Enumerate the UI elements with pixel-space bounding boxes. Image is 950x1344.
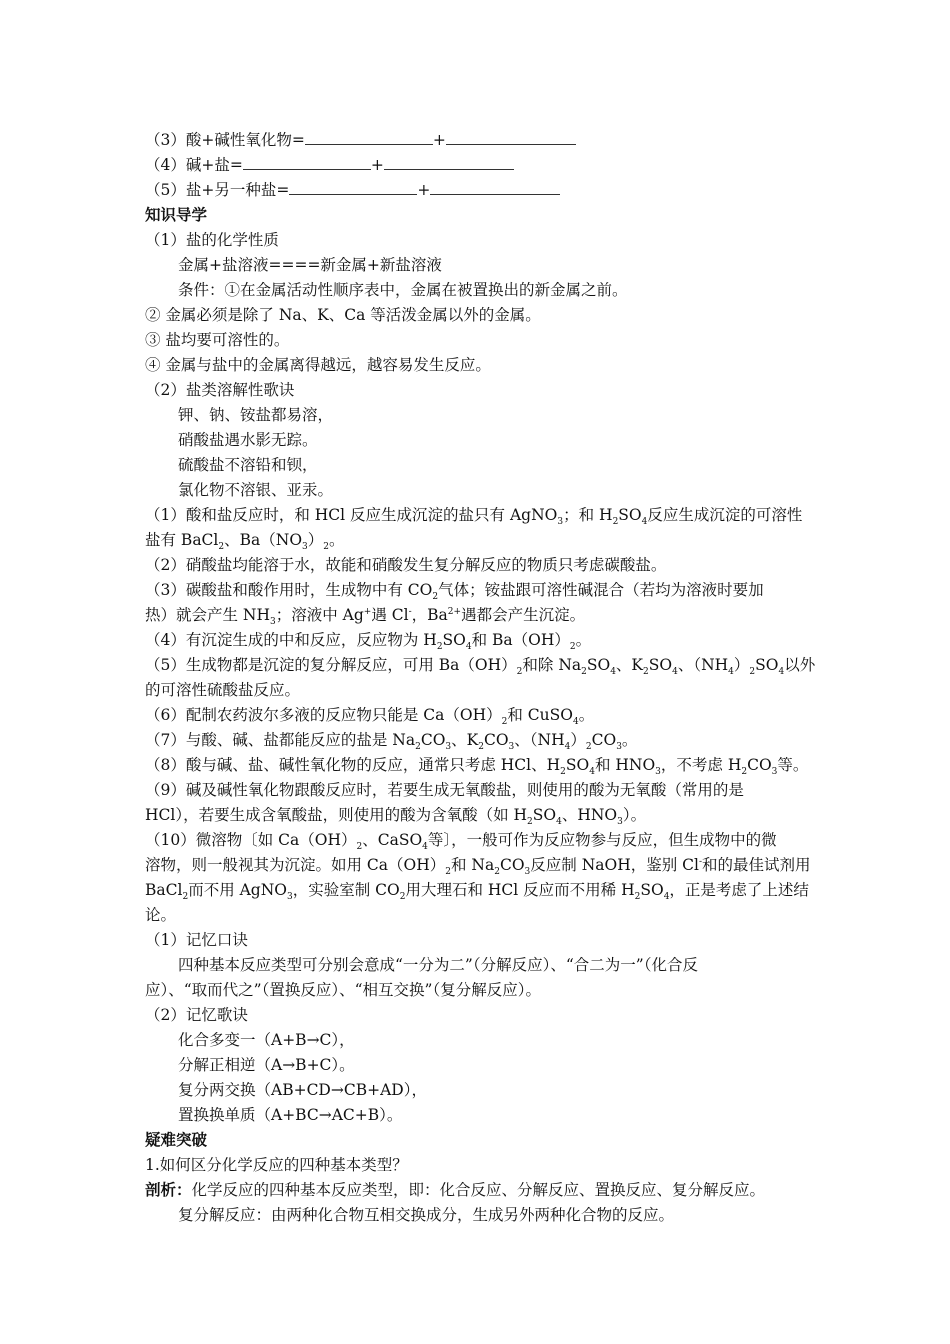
answer-blank[interactable] <box>243 155 371 170</box>
note-3-cont: 热）就会产生 $NH_3$；溶液中 Ag+遇 Cl-，$Ba^{2+}$遇都会产生沉淀。 <box>145 606 586 628</box>
memory-heading-2: （2）记忆歌诀 <box>145 1006 248 1024</box>
memory-text-cont: 应）、“取而代之”（置换反应）、“相互交换”（复分解反应）。 <box>145 981 541 999</box>
section-title-difficulties: 疑难突破 <box>145 1131 208 1149</box>
analysis-text: 化学反应的四种基本反应类型，即：化合反应、分解反应、置换反应、复分解反应。 <box>191 1181 766 1199</box>
condition-3: ③ 盐均要可溶性的。 <box>145 331 290 349</box>
answer-blank[interactable] <box>446 130 576 145</box>
solubility-song-heading: （2）盐类溶解性歌诀 <box>145 381 295 399</box>
answer-blank[interactable] <box>430 180 560 195</box>
answer-blank[interactable] <box>384 155 514 170</box>
note-10: （10）微溶物〔如 $Ca(OH)_2$、CaSO$_4$等〕，一般可作为反应物参与反应，但生成物中的微 <box>145 831 777 853</box>
note-10-end: 论。 <box>145 906 177 924</box>
condition-2: ② 金属必须是除了 Na、K、Ca 等活泼金属以外的金属。 <box>145 306 541 324</box>
song-line: 硝酸盐遇水影无踪。 <box>178 431 318 449</box>
note-9-cont: HCl），若要生成含氧酸盐，则使用的酸为含氧酸（如 $H_2SO_4$、$HNO_3$）。 <box>145 806 647 828</box>
memory-song-line: 分解正相逆（A→B+C）。 <box>178 1056 355 1074</box>
analysis <box>145 1180 815 1202</box>
note-10-cont2: BaCl$_2$而不用 AgNO$_3$，实验室制 $CO_2$用大理石和 HCl 反应而不用稀 $H_2SO_4$，正是考虑了上述结 <box>145 881 809 903</box>
song-line: 钾、钠、铵盐都易溶， <box>178 406 334 424</box>
note-10-cont: 溶物，则一般视其为沉淀。如用 $Ca(OH)_2$和 $Na_2CO_3$反应制 NaOH，鉴别 Cl-和的最佳试剂用 <box>145 856 811 878</box>
analysis-last-line: 复分解反应：由两种化合物互相交换成分，生成另外两种化合物的反应。 <box>178 1206 675 1224</box>
note-6: （6）配制农药波尔多液的反应物只能是 $Ca(OH)_2$和 CuSO$_4$。 <box>145 706 595 728</box>
note-8: （8）酸与碱、盐、碱性氧化物的反应，通常只考虑 HCl、$H_2SO_4$和 $HNO_3$，不考虑 $H_2CO_3$等。 <box>145 756 809 778</box>
memory-heading-1: （1）记忆口诀 <box>145 931 248 949</box>
formula-4: （4）碱+盐= + <box>145 155 815 177</box>
formula-3: （3）酸+碱性氧化物= + <box>145 130 815 152</box>
memory-text: 四种基本反应类型可分别会意成“一分为二”（分解反应）、“合二为一”（化合反 <box>178 956 698 974</box>
question-1: 1.如何区分化学反应的四种基本类型？ <box>145 1156 408 1174</box>
note-5: （5）生成物都是沉淀的复分解反应，可用 $Ba(OH)_2$和除 $Na_2SO_4$、$K_2SO_4$、$(NH_4)_2SO_4$以外 <box>145 656 816 678</box>
note-2: （2）硝酸盐均能溶于水，故能和硝酸发生复分解反应的物质只考虑碳酸盐。 <box>145 556 667 574</box>
note-1-cont: 盐有 BaCl$_2$、$Ba(NO_3)_2$。 <box>145 531 345 553</box>
memory-song-line: 置换换单质（A+BC→AC+B）。 <box>178 1106 403 1124</box>
metal-salt-equation: 金属+盐溶液====新金属+新盐溶液 <box>178 256 442 274</box>
salt-properties-heading: （1）盐的化学性质 <box>145 231 279 249</box>
note-5-cont: 的可溶性硫酸盐反应。 <box>145 681 301 699</box>
memory-song-line: 复分两交换（AB+CD→CB+AD）， <box>178 1081 427 1099</box>
note-9: （9）碱及碱性氧化物跟酸反应时，若要生成无氧酸盐，则使用的酸为无氧酸（常用的是 <box>145 781 744 799</box>
condition-4: ④ 金属与盐中的金属离得越远，越容易发生反应。 <box>145 356 491 374</box>
section-title-knowledge: 知识导学 <box>145 206 208 224</box>
note-7: （7）与酸、碱、盐都能反应的盐是 $Na_2CO_3$、$K_2CO_3$、$(NH_4)_2CO_3$。 <box>145 731 638 753</box>
note-3: （3）碳酸盐和酸作用时，生成物中有 $CO_2$气体；铵盐跟可溶性碱混合（若均为溶液时要加 <box>145 581 764 603</box>
answer-blank[interactable] <box>289 180 417 195</box>
song-line: 硫酸盐不溶铅和钡， <box>178 456 318 474</box>
formula-5: （5）盐+另一种盐= + <box>145 180 815 202</box>
note-1: （1）酸和盐反应时，和 HCl 反应生成沉淀的盐只有 AgNO$_3$；和 $H_2SO_4$反应生成沉淀的可溶性 <box>145 506 803 528</box>
analysis-label: 剖析： <box>145 1181 192 1199</box>
note-4: （4）有沉淀生成的中和反应，反应物为 $H_2SO_4$和 $Ba(OH)_2$。 <box>145 631 592 653</box>
answer-blank[interactable] <box>305 130 433 145</box>
memory-song-line: 化合多变一（A+B→C）， <box>178 1031 355 1049</box>
condition-1: 条件：①在金属活动性顺序表中，金属在被置换出的新金属之前。 <box>178 281 628 299</box>
song-line: 氯化物不溶银、亚汞。 <box>178 481 334 499</box>
